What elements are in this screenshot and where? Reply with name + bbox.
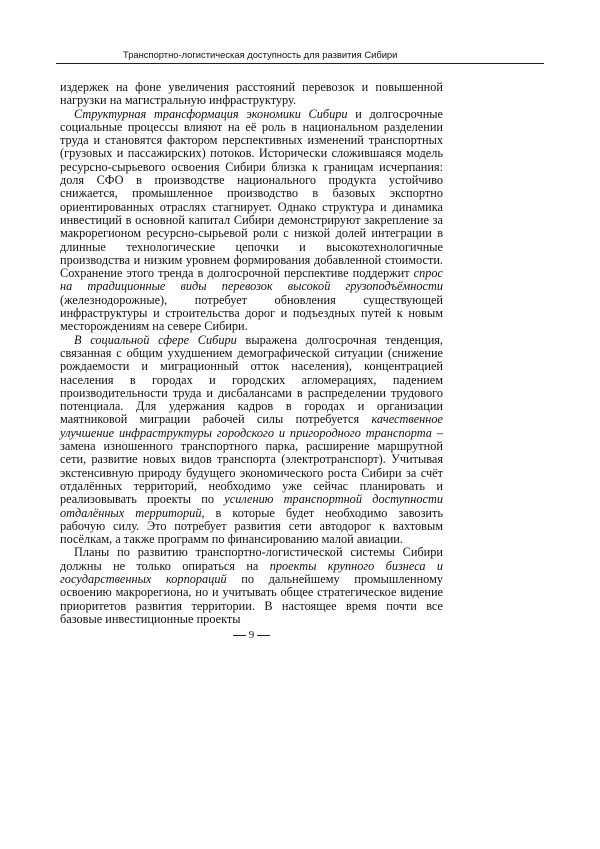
italic-run: Структурная трансформация экономики Сибири — [74, 106, 348, 121]
paragraph — [60, 334, 443, 547]
paragraph — [60, 108, 443, 334]
text-run: и долгосрочные социальные процессы влияют на её роль в национальном разделении труда и становятся фактором перспективных изменений транспортных (грузовых и пассажирских) потоков. Исторически сложившаяся модель ресурсно-сырьевого освоения Сибири близка к границам исчерпания: доля СФО в производстве национального продукта устойчиво снижается, промышленное производство в базовых экспортно ориентированных отраслях стагнирует. Однако структура и динамика инвестиций в основной капитал Сибири демонстрируют закрепление за макрорегионом ресурсно-сырьевой роли с низкой долей интеграции в длинные технологические цепочки и высокотехнологичные производства и низким уровнем формирования добавленной стоимости. Сохранение этого тренда в долгосрочной перспективе поддержит — [60, 106, 443, 281]
italic-run: спрос на традиционные виды перевозок высокой грузоподъёмности — [60, 266, 443, 294]
body-text — [60, 81, 443, 626]
header-rule — [56, 63, 544, 64]
page-number-dash-left — [233, 635, 246, 636]
italic-run: В социальной сфере Сибири — [74, 332, 237, 347]
page-number: 9 — [248, 629, 255, 641]
paragraph — [60, 546, 443, 626]
text-run: , в которые будет необходимо завозить рабочую силу. Это потребует развития сети автодорог к вахтовым посёлкам, а также программ по финансированию малой авиации. — [60, 505, 443, 547]
italic-run: проекты крупного бизнеса и государственных корпораций — [60, 558, 443, 586]
page-number-dash-right — [257, 635, 270, 636]
text-run: по дальнейшему промышленному освоению макрорегиона, но и учитывать общее стратегическое видение приоритетов развития территории. В настоящее время почти все базовые инвестиционные проекты — [60, 571, 443, 626]
italic-run: качественное улучшение инфраструктуры городского и пригородного транспорта — [60, 412, 443, 440]
text-run: (железнодорожные), потребует обновления существующей инфраструктуры и строительства дорог и подъездных путей к новым месторождениям на севере Сибири. — [60, 292, 443, 334]
page-footer — [0, 629, 503, 641]
text-run: – замена изношенного транспортного парка, расширение маршрутной сети, развитие новых видов транспорта (электротранспорт). Учитывая экстенсивную природу будущего экономического роста Сибири за счёт отдалённых территорий, необходимо уже сейчас планировать и реализовывать проекты по — [60, 425, 443, 507]
text-run: издержек на фоне увеличения расстояний перевозок и повышенной нагрузки на магистральную инфраструктуру. — [60, 80, 443, 108]
text-run: Планы по развитию транспортно-логистической системы Сибири должны не только опираться на — [60, 545, 443, 573]
running-header: Транспортно-логистическая доступность для развития Сибири — [123, 49, 398, 60]
text-run: выражена долгосрочная тенденция, связанная с общим ухудшением демографической ситуации (снижение рождаемости и миграционный отток населения), концентрацией населения в городах и городских агломерациях, падением производительности труда и дисбалансами в распределении трудового потенциала. Для удержания кадров в городах и организации маятниковой миграции рабочей силы потребуется — [60, 332, 444, 427]
paragraph — [60, 81, 443, 108]
italic-run: усилению транспортной доступности отдалённых территорий — [60, 492, 443, 520]
